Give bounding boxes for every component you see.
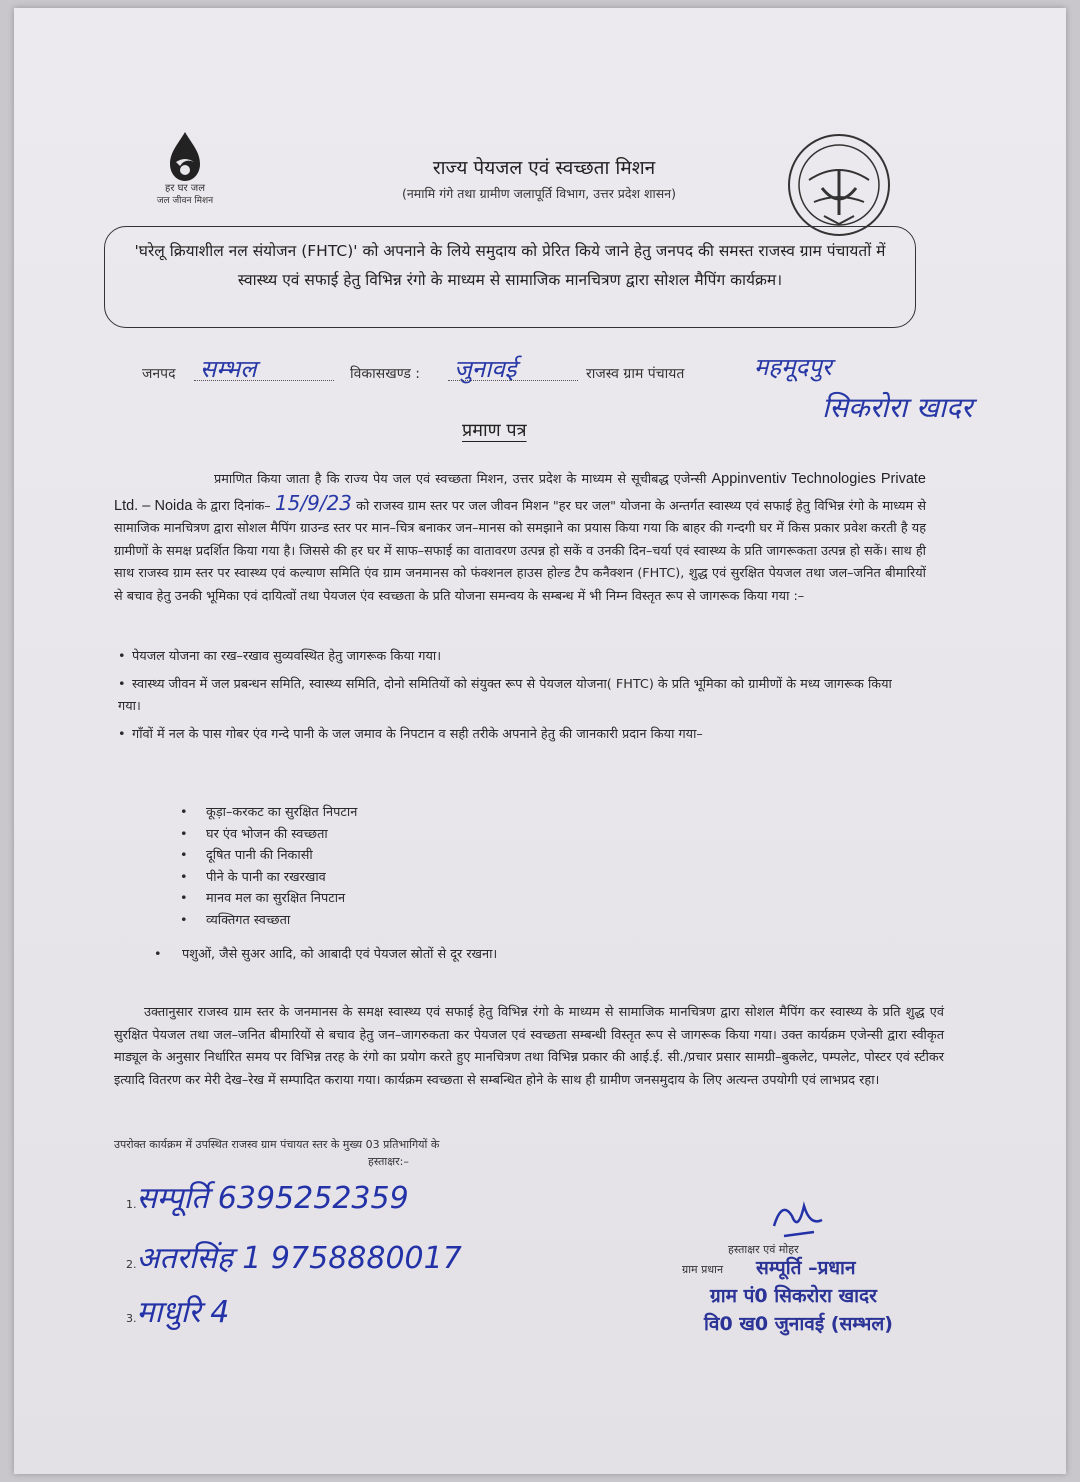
summary-paragraph bbox=[114, 1002, 944, 1092]
sub-item: • मानव मल का सुरक्षित निपटान bbox=[180, 891, 346, 907]
sub-item: • दूषित पानी की निकासी bbox=[180, 848, 313, 864]
bullet-1-text: पेयजल योजना का रख–रखाव सुव्यवस्थित हेतु जागरूक किया गया। bbox=[132, 649, 442, 664]
subject-text: 'घरेलू क्रियाशील नल संयोजन (FHTC)' को अपनाने के लिये समुदाय को प्रेरित किये जाने हेतु जनपद की समस्त राजस्व ग्राम पंचायतों में स्वास्थ्य एवं सफाई हेतु विभिन्न रंगो के माध्यम से सामाजिक मानचित्रण द्वारा सोशल मैपिंग कार्यक्रम। bbox=[134, 242, 886, 289]
bullet-2: • स्वास्थ्य जीवन में जल प्रबन्धन समिति, स्वास्थ्य समिति, दोनो समितियों को संयुक्त रूप से पेयजल योजना( FHTC) के प्रति भूमिका को ग्रामीणों के मध्य जागरूक किया गया। bbox=[118, 677, 892, 714]
subject-box bbox=[104, 226, 916, 328]
bullet-3: • गाँवों में नल के पास गोबर एंव गन्दे पानी के जल जमाव के निपटान व सही तरीके अपनाने हेतु की जानकारी प्रदान किया गया– bbox=[118, 727, 703, 742]
district-dotline bbox=[194, 380, 334, 381]
sign-and-seal-label: हस्ताक्षर एवं मोहर bbox=[728, 1243, 799, 1256]
bullet-2-text: स्वास्थ्य जीवन में जल प्रबन्धन समिति, स्वास्थ्य समिति, दोनो समितियों को संयुक्त रूप से पेयजल योजना( FHTC) के प्रति भूमिका को ग्रामीणों के मध्य जागरूक किया गया। bbox=[118, 677, 892, 714]
last-bullet-text: पशुओं, जैसे सुअर आदि, को आबादी एवं पेयजल स्रोतों से दूर रखना। bbox=[182, 947, 498, 962]
bullet-1: • पेयजल योजना का रख–रखाव सुव्यवस्थित हेतु जागरूक किया गया। bbox=[118, 649, 442, 664]
har-ghar-jal-logo bbox=[140, 128, 230, 218]
signature-intro-label: हस्ताक्षर:– bbox=[368, 1155, 409, 1168]
certificate-title: प्रमाण पत्र bbox=[462, 420, 527, 441]
date-label: के द्वारा दिनांक– bbox=[196, 498, 271, 514]
signature-intro-line: उपरोक्त कार्यक्रम में उपस्थित राजस्व ग्राम पंचायत स्तर के मुख्य 03 प्रतिभागियों के bbox=[114, 1138, 440, 1151]
block-dotline bbox=[448, 380, 578, 381]
participant-signature-3: 3.माधुरि 4 bbox=[126, 1295, 230, 1330]
state-seal-icon bbox=[784, 130, 894, 240]
event-date: 15/9/23 bbox=[274, 490, 352, 515]
block-label: विकासखण्ड : bbox=[350, 366, 421, 382]
village-value: महमूदपुर bbox=[754, 353, 832, 381]
stamp-line-3: वि0 ख0 जुनावई (सम्भल) bbox=[704, 1313, 893, 1335]
participant-signature-2: 2.अतरसिंह 1 9758880017 bbox=[126, 1241, 462, 1276]
sub-item-list bbox=[180, 802, 357, 932]
sub-item: • कूड़ा–करकट का सुरक्षित निपटान bbox=[180, 805, 358, 820]
participant-signature-1: 1.सम्पूर्ति 6395252359 bbox=[126, 1181, 409, 1216]
pradhan-label: ग्राम प्रधान bbox=[682, 1263, 724, 1276]
body-rest: को राजस्व ग्राम स्तर पर जल जीवन मिशन "हर घर जल" योजना के अन्तर्गत स्वास्थ्य एवं सफाई हेतु विभिन्न रंगो के माध्यम से सामाजिक मानचित्रण द्वारा सोशल मैपिंग ग्राउन्ड स्तर पर मान–चित्र बनाकर जन–मानस को समझाने का प्रयास किया गया कि बाहर की गन्दगी घर में किस प्रकार प्रवेश करती है यह ग्रामीणों के समक्ष प्रदर्शित किया गया है। जिससे की हर घर में साफ–सफाई का वातावरण उत्पन्न हो सकें व उनकी दिन–चर्या एवं स्वास्थ्य के प्रति जागरूकता उत्पन्न हो सकें। साथ ही साथ राजस्व ग्राम स्तर पर स्वास्थ्य एवं कल्याण समिति एंव ग्राम जनमानस को फंक्शनल हाउस होल्ड टैप कनैक्शन (FHTC), शुद्ध एवं सुरक्षित पेयजल तथा जल–जनित बीमारियों से बचाव हेतु उनकी भूमिका एवं दायित्वों तथा पेयजल एंव स्वच्छता के प्रति योजना समन्वय के सम्बन्ध में भी निम्न विस्तृत रूप से जागरूक किया गया :– bbox=[114, 498, 926, 604]
agency-name: Appinventiv Technologies Private Ltd. – Noida bbox=[114, 471, 926, 514]
logo-subtext: जल जीवन मिशन bbox=[156, 196, 214, 206]
stamp-line-2: ग्राम पं0 सिकरोरा खादर bbox=[710, 1285, 877, 1307]
stamp-line-1: सम्पूर्ति –प्रधान bbox=[756, 1257, 856, 1279]
signature-intro bbox=[114, 1136, 439, 1170]
body-intro: प्रमाणित किया जाता है कि राज्य पेय जल एवं स्वच्छता मिशन, उत्तर प्रदेश के माध्यम से सूचीबद्ध एजेन्सी bbox=[214, 472, 707, 487]
mission-title: राज्य पेयजल एवं स्वच्छता मिशन bbox=[432, 157, 656, 179]
village-value-2: सिकरोरा खादर bbox=[822, 391, 973, 424]
summary-text: उक्तानुसार राजस्व ग्राम स्तर के जनमानस के समक्ष स्वास्थ्य एवं सफाई हेतु विभिन्न रंगो के माध्यम से सामाजिक मानचित्रण द्वारा सोशल मैपिंग कर स्वास्थ्य के प्रति शुद्ध एवं सुरक्षित पेयजल तथा जल–जनित बीमारियों से बचाव हेतु जन–जागरुकता कर पेयजल एवं स्वच्छता सम्बन्धी विस्तृत रूप से जागरूक किया गया। उक्त कार्यक्रम एजेन्सी द्वारा स्वीकृत माड्यूल के अनुसार निर्धारित समय पर विभिन्न तरह के रंगो का प्रयोग करते हुए मानचित्रण तथा विभिन्न प्रकार की आई.ई. सी./प्रचार प्रसार सामग्री–बुकलेट, पम्पलेट, पोस्टर एवं स्टीकर इत्यादि वितरण कर मेरी देख–रेख में सम्पादित कराया गया। कार्यक्रम स्वच्छता से सम्बन्धित होने के साथ ही ग्रामीण जनसमुदाय के लिए अत्यन्त उपयोगी एवं लाभप्रद रहा। bbox=[114, 1005, 944, 1088]
sub-item: • व्यक्तिगत स्वच्छता bbox=[180, 912, 291, 928]
last-bullet: • पशुओं, जैसे सुअर आदि, को आबादी एवं पेयजल स्रोतों से दूर रखना। bbox=[154, 947, 498, 962]
sub-item: • पीने के पानी का रखरखाव bbox=[180, 869, 326, 885]
sub-item: • घर एंव भोजन की स्वच्छता bbox=[180, 826, 328, 842]
mission-subtitle: (नमामि गंगे तथा ग्रामीण जलापूर्ति विभाग, उत्तर प्रदेश शासन) bbox=[401, 186, 676, 201]
bullet-3-text: गाँवों में नल के पास गोबर एंव गन्दे पानी के जल जमाव के निपटान व सही तरीके अपनाने हेतु की जानकारी प्रदान किया गया– bbox=[132, 727, 703, 742]
certificate-body bbox=[114, 468, 926, 609]
district-label: जनपद bbox=[142, 366, 176, 382]
up-state-emblem bbox=[784, 130, 894, 240]
pradhan-signature-icon bbox=[764, 1196, 834, 1244]
logo-text: हर घर जल bbox=[165, 183, 205, 194]
document-page bbox=[14, 8, 1066, 1474]
village-label: राजस्व ग्राम पंचायत bbox=[586, 366, 685, 382]
water-drop-icon bbox=[140, 128, 230, 188]
block-value: जुनावई bbox=[454, 355, 517, 383]
district-value: सम्भल bbox=[200, 355, 257, 383]
